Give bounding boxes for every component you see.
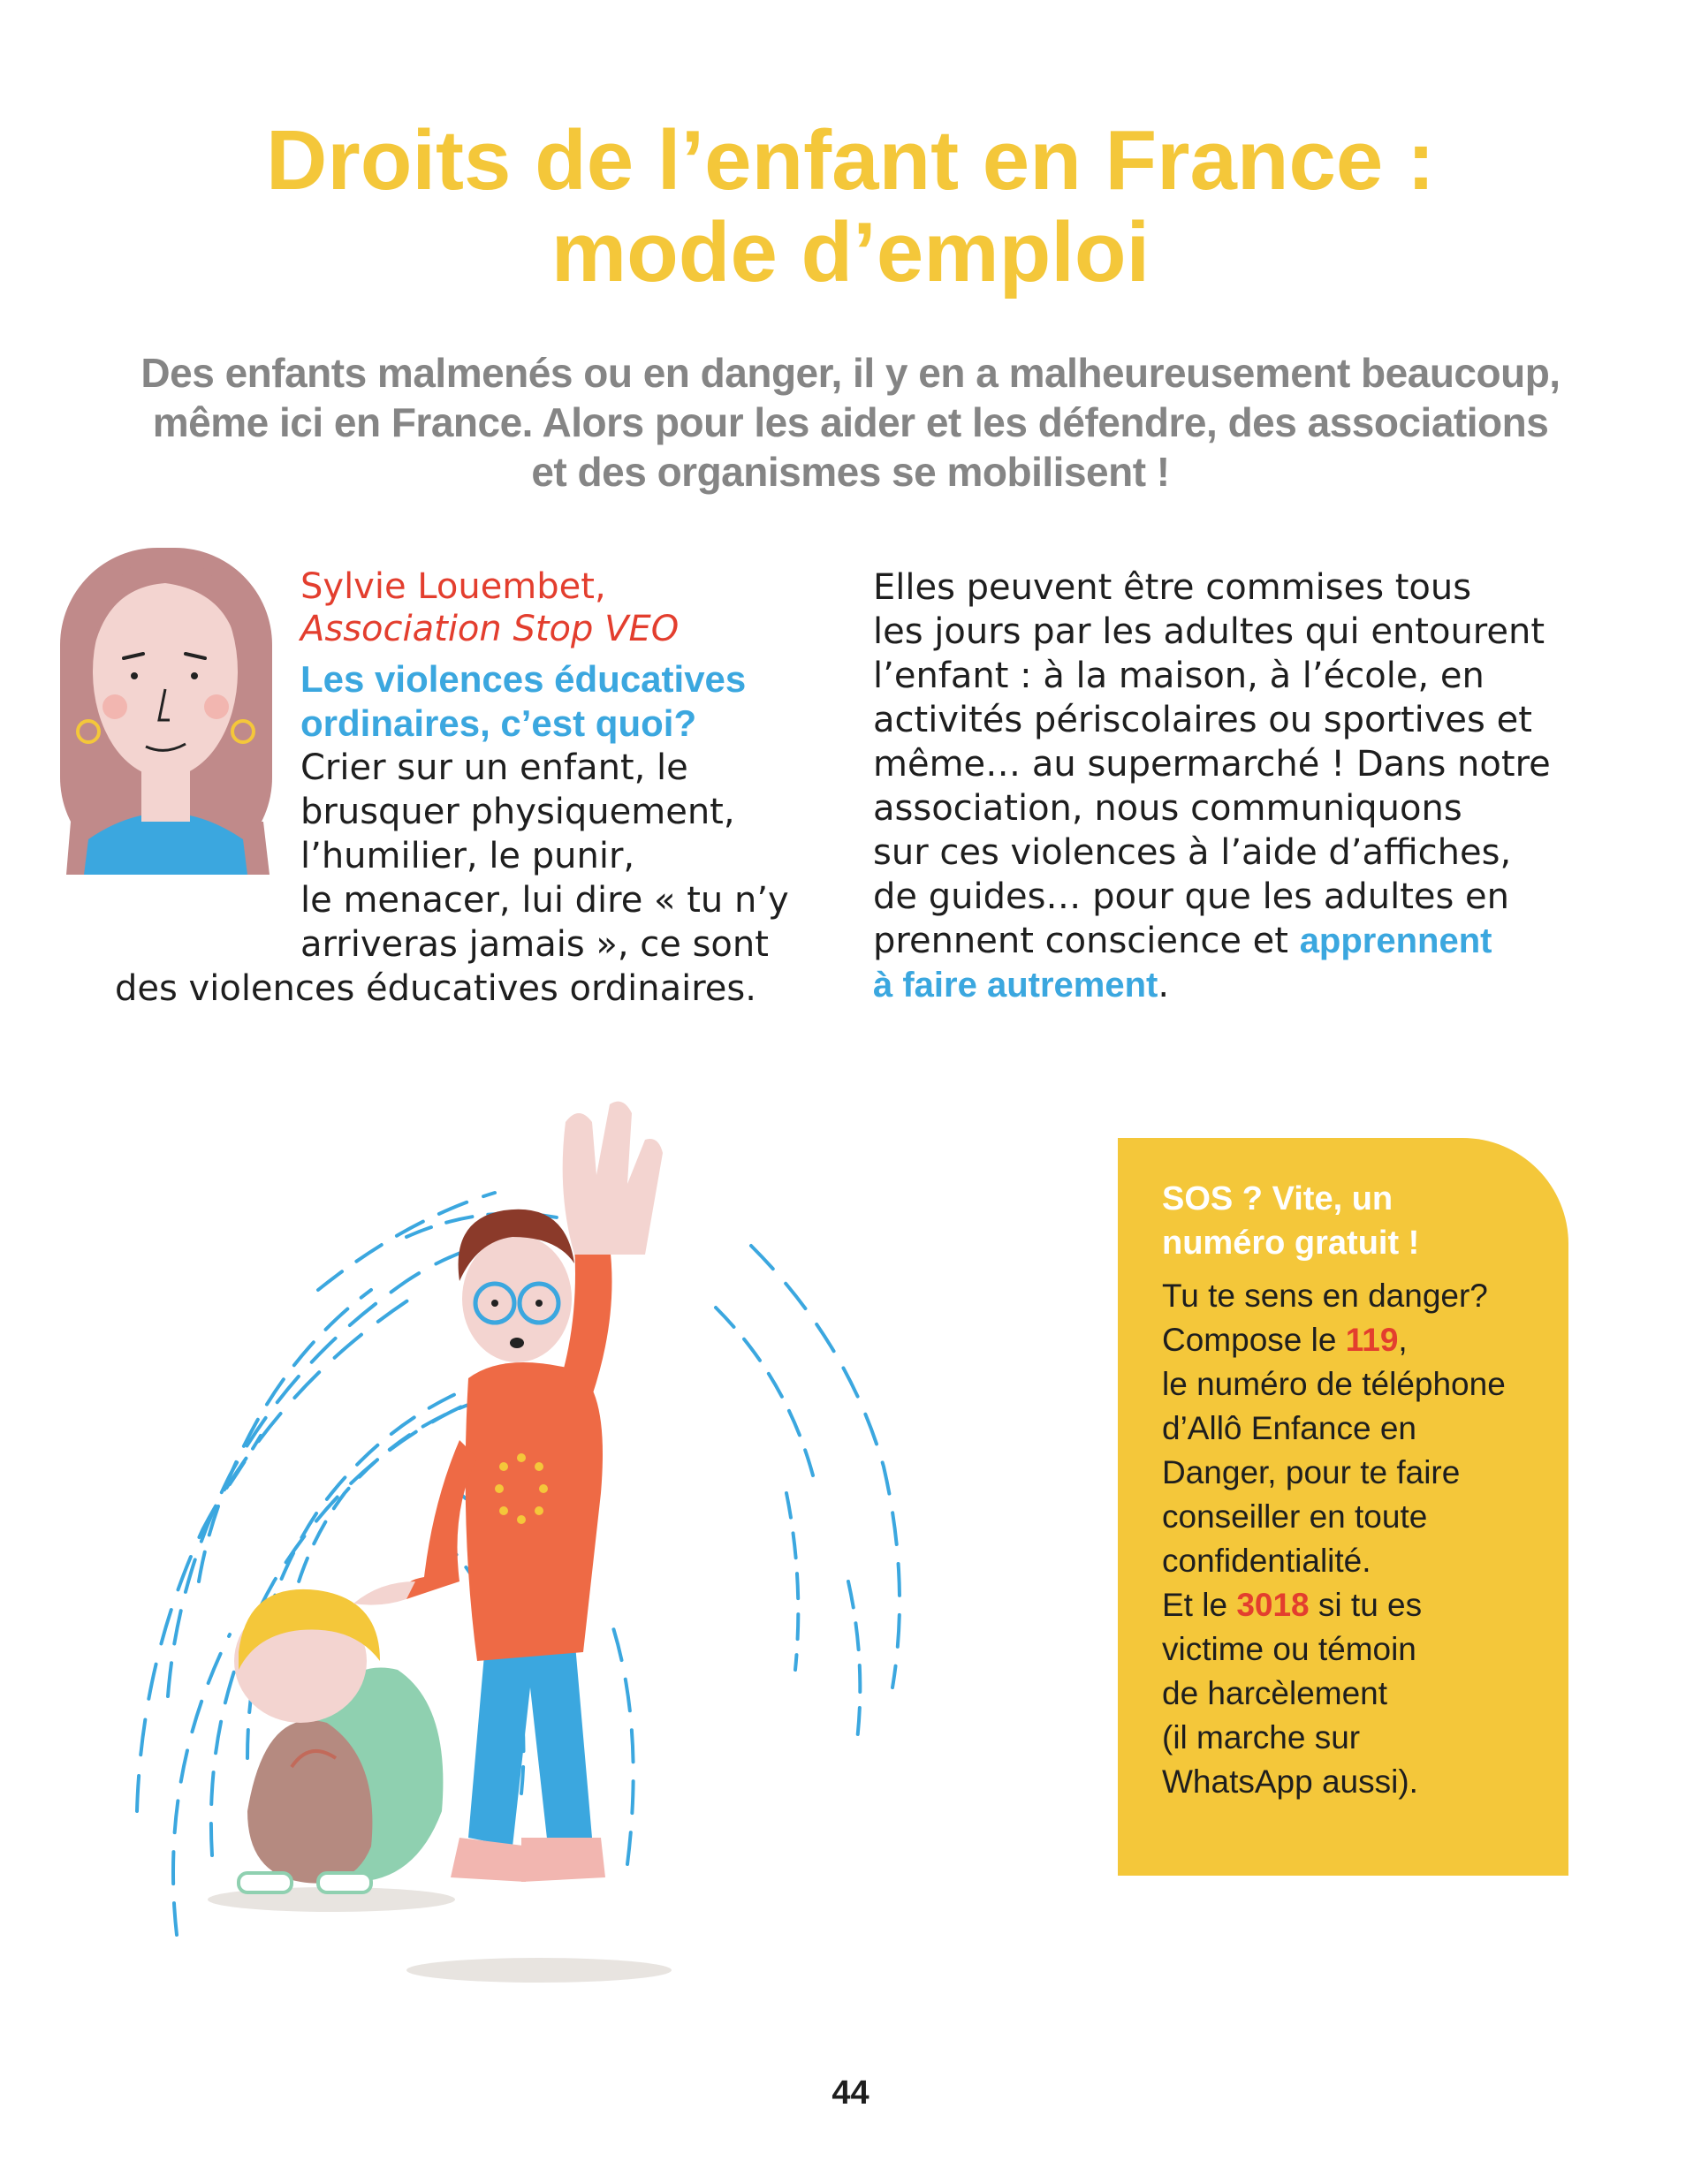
sos-line-7: confidentialité. (1162, 1543, 1371, 1579)
interview-left-column (115, 565, 822, 1011)
continuation-line-10 (873, 963, 1580, 1007)
sos-line-2 (1162, 1318, 1551, 1362)
answer-line-1: Crier sur un enfant, le (300, 747, 688, 788)
sos-line-11: (il marche sur (1162, 1719, 1361, 1756)
interview-answer (115, 746, 822, 1011)
highlight-differently: à faire autrement (873, 966, 1158, 1005)
answer-line-2: brusquer physiquement, (300, 792, 735, 832)
page-title (0, 115, 1701, 299)
sos-line-10: de harcèlement (1162, 1675, 1388, 1711)
question-line-1: Les violences éducatives (300, 658, 747, 700)
page-title-line-1: Droits de l’enfant en France : (266, 113, 1435, 208)
intro-line-1: Des enfants malmenés ou en danger, il y en a malheureusement beaucoup, (140, 350, 1561, 396)
sos-line-8-end: si tu es (1309, 1587, 1423, 1623)
answer-line-5: arriveras jamais », ce sont (300, 924, 769, 965)
page-title-line-2: mode d’emploi (551, 205, 1150, 300)
sos-helpline-box (1118, 1138, 1568, 1876)
page-number: 44 (832, 2074, 869, 2112)
continuation-line-7: sur ces violences à l’aide d’affiches, (873, 832, 1512, 873)
sos-title-line-2: numéro gratuit ! (1162, 1225, 1420, 1262)
sos-line-8-text: Et le (1162, 1587, 1237, 1623)
sos-line-8 (1162, 1583, 1551, 1627)
continuation-line-9-text: prennent conscience et (873, 921, 1300, 961)
sos-line-5: Danger, pour te faire (1162, 1454, 1461, 1490)
sos-line-3: le numéro de téléphone (1162, 1366, 1506, 1402)
highlight-learn: apprennent (1299, 921, 1492, 960)
continuation-line-5: même… au supermarché ! Dans notre (873, 744, 1551, 785)
helpline-number-119: 119 (1345, 1322, 1399, 1358)
sos-line-6: conseiller en toute (1162, 1498, 1428, 1535)
sos-line-9: victime ou témoin (1162, 1631, 1416, 1667)
continuation-line-2: les jours par les adultes qui entourent (873, 611, 1545, 652)
continuation-line-4: activités périscolaires ou sportives et (873, 700, 1532, 740)
intro-line-2: même ici en France. Alors pour les aider et les défendre, des associations (152, 399, 1549, 445)
answer-line-6: des violences éducatives ordinaires. (115, 968, 756, 1009)
continuation-line-8: de guides… pour que les adultes en (873, 876, 1510, 917)
sos-line-2-end: , (1398, 1322, 1408, 1358)
final-period: . (1158, 965, 1170, 1005)
interview-question (115, 657, 822, 746)
author-organization: Association Stop VEO (300, 609, 680, 649)
sos-line-4: d’Allô Enfance en (1162, 1410, 1416, 1446)
continuation-line-1: Elles peuvent être commises tous (873, 567, 1472, 608)
author-name: Sylvie Louembet, (300, 566, 606, 607)
intro-paragraph (106, 348, 1595, 497)
intro-line-3: et des organismes se mobilisent ! (531, 449, 1170, 495)
sos-title-line-1: SOS ? Vite, un (1162, 1180, 1393, 1217)
continuation-line-9 (873, 919, 1580, 963)
crouching-child (208, 1589, 455, 1912)
continuation-line-3: l’enfant : à la maison, à l’école, en (873, 656, 1485, 696)
helpline-number-3018: 3018 (1236, 1587, 1310, 1623)
sos-line-1: Tu te sens en danger? (1162, 1278, 1488, 1314)
answer-line-4: le menacer, lui dire « tu n’y (300, 880, 789, 921)
sos-line-2-text: Compose le (1162, 1322, 1346, 1358)
sos-line-12: WhatsApp aussi). (1162, 1763, 1418, 1800)
question-line-2: ordinaires, c’est quoi? (300, 702, 697, 744)
interview-right-column (873, 565, 1580, 1007)
children-illustration (115, 1087, 1069, 2006)
continuation-line-6: association, nous communiquons (873, 788, 1462, 829)
sos-title (1162, 1177, 1551, 1265)
answer-line-3: l’humilier, le punir, (300, 836, 635, 876)
